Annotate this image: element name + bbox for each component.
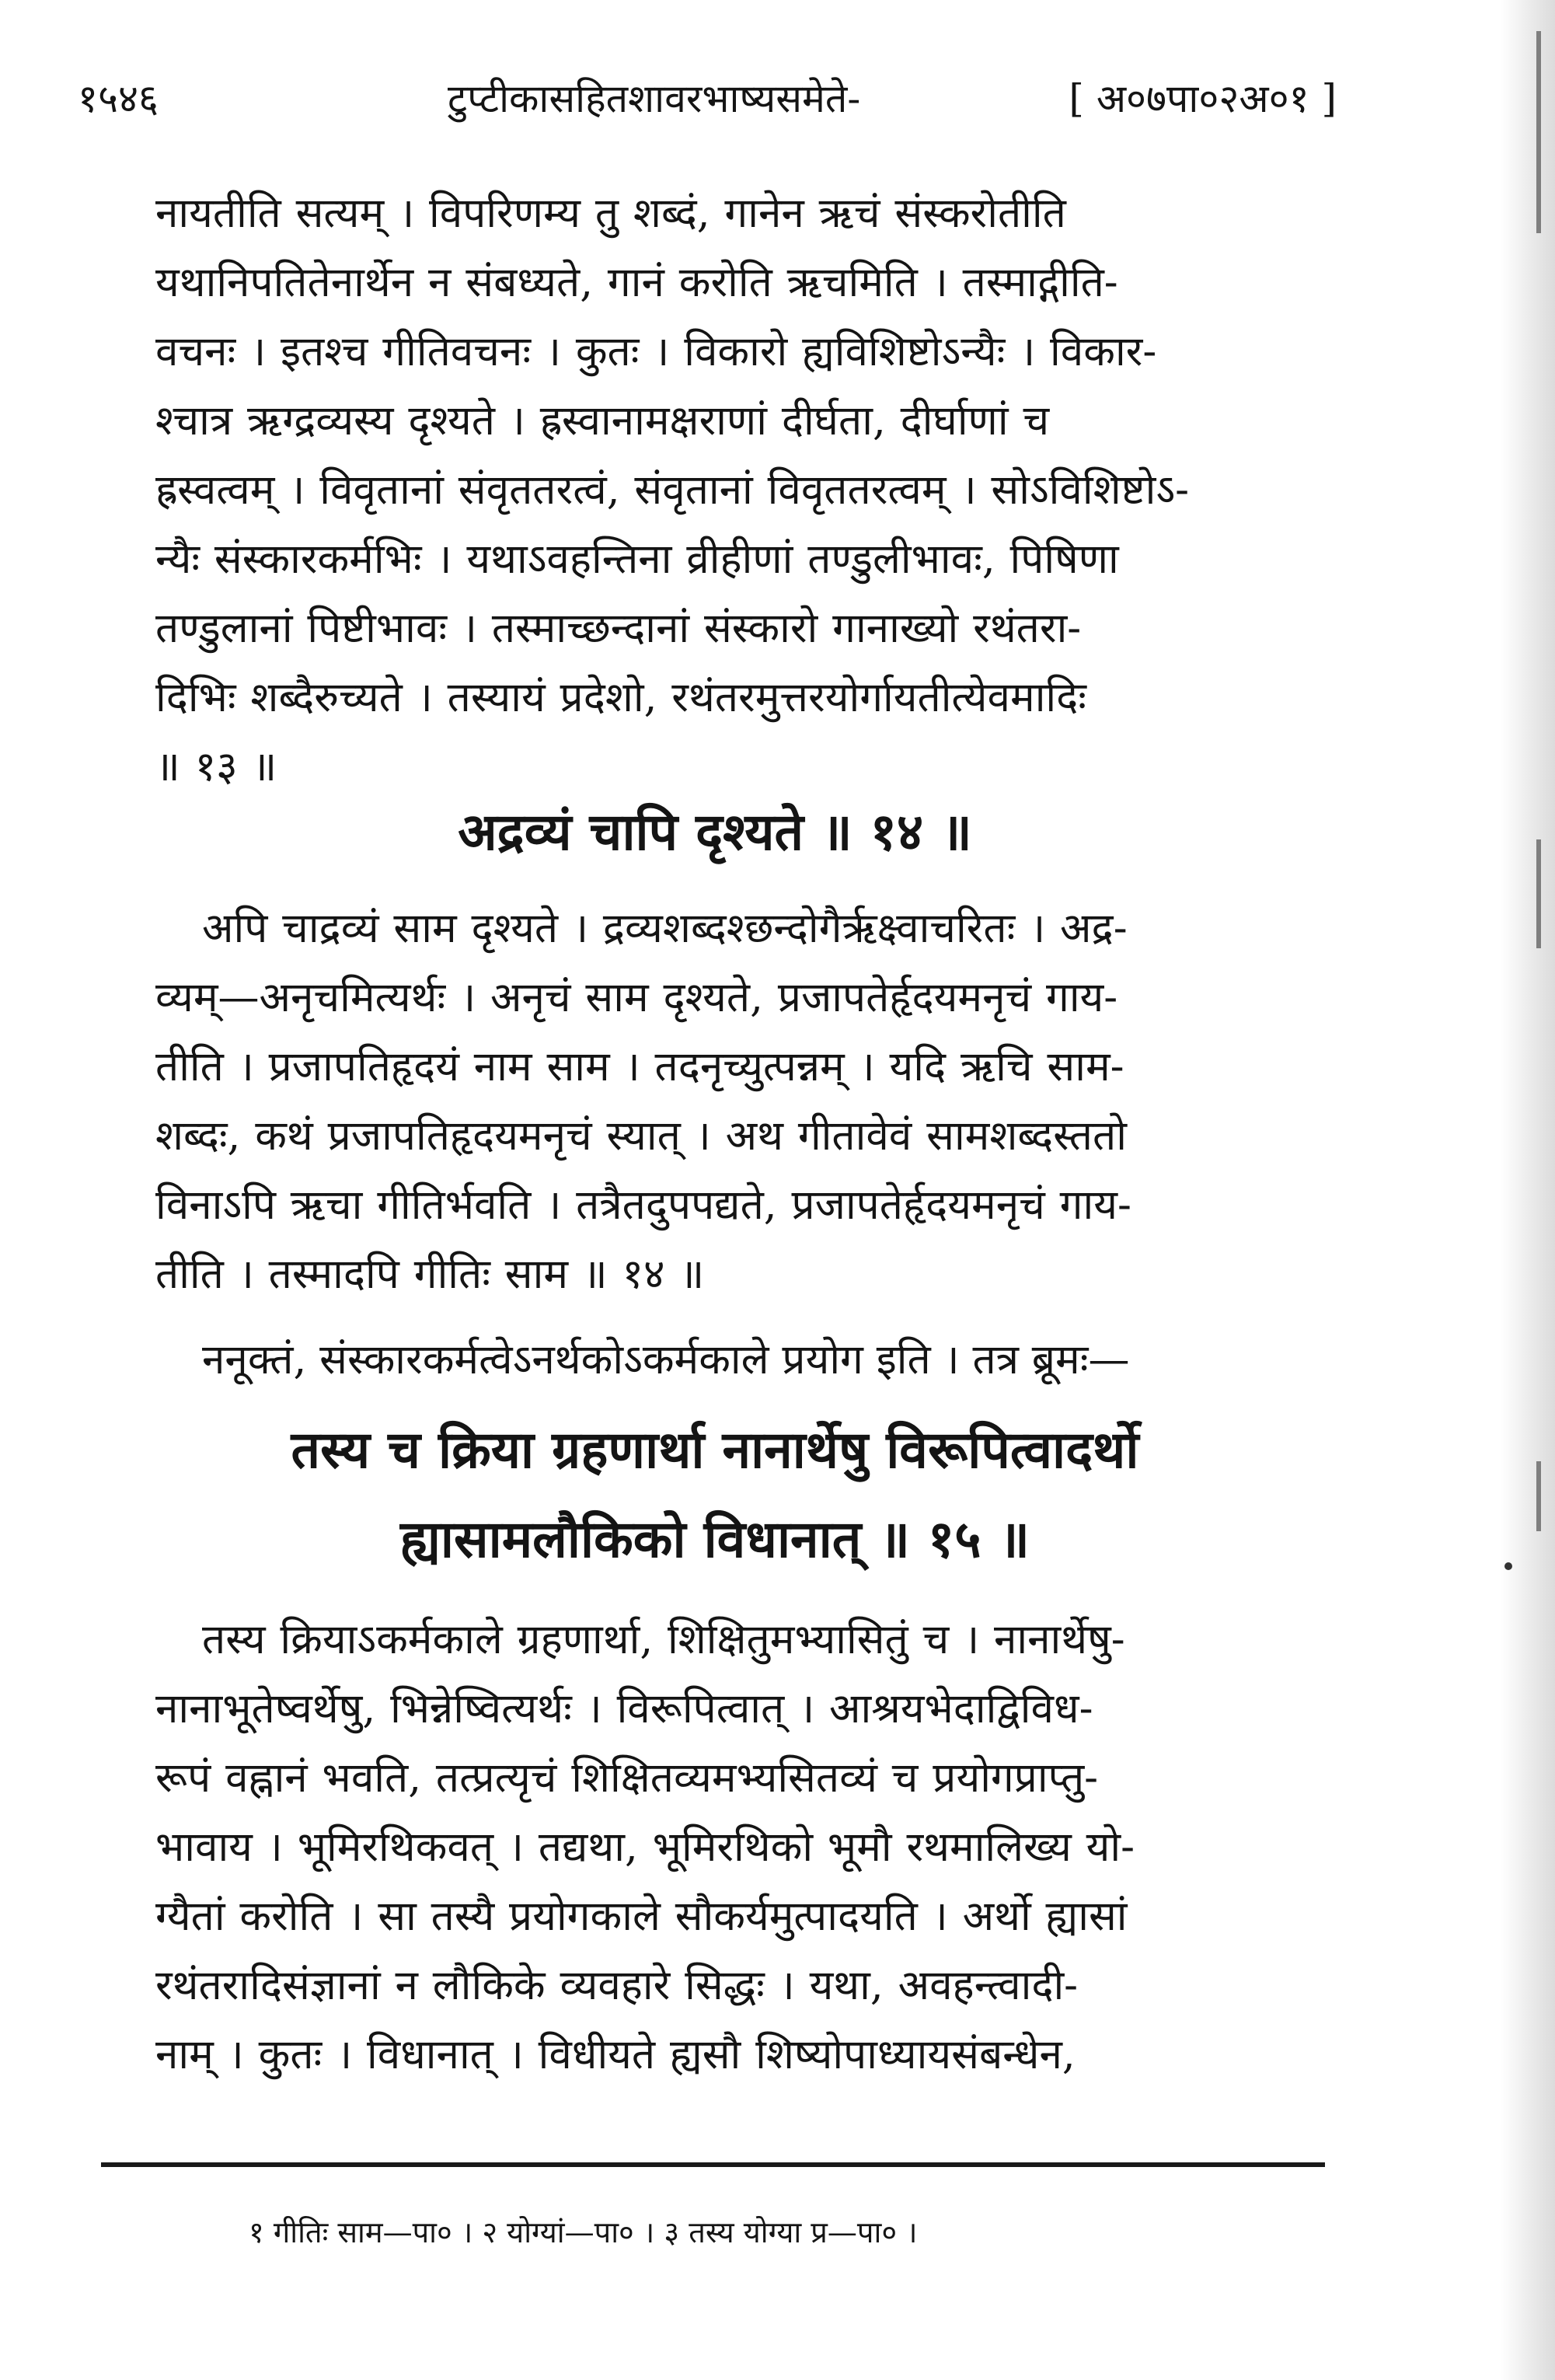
edge-mark: [1536, 839, 1541, 948]
edge-mark: [1536, 31, 1541, 233]
text-line: नाम् । कुतः । विधानात् । विधीयते ह्यसौ शिष्योपाध्यायसंबन्धेन,: [155, 2031, 1076, 2078]
commentary-paragraph-15: [155, 1605, 1274, 2089]
footnote-divider: [101, 2162, 1325, 2167]
sutra-14: अद्रव्यं चापि दृश्यते ॥ १४ ॥: [458, 801, 972, 862]
text-line: नानाभूतेष्वर्थेषु, भिन्नेष्वित्यर्थः । विरूपित्वात् । आश्रयभेदाद्विविध-: [155, 1685, 1093, 1733]
text-line: व्यम्—अनृचमित्यर्थः । अनृचं साम दृश्यते, प्रजापतेर्हृदयमनृचं गाय-: [155, 974, 1118, 1021]
scan-speck: [1504, 1562, 1512, 1570]
edge-mark: [1536, 1461, 1541, 1531]
text-line: रथंतरादिसंज्ञानां न लौकिके व्यवहारे सिद्धः । यथा, अवहन्त्वादी-: [155, 1962, 1079, 2009]
text-line: दिभिः शब्दैरुच्यते । तस्यायं प्रदेशो, रथंतरमुत्तरयोर्गायतीत्येवमादिः: [155, 674, 1087, 721]
text-line: नायतीति सत्यम् । विपरिणम्य तु शब्दं, गानेन ऋचं संस्करोतीति: [155, 190, 1066, 237]
text-line: ह्रस्वत्वम् । विवृतानां संवृततरत्वं, संवृतानां विवृततरत्वम् । सोऽविशिष्टोऽ-: [155, 466, 1189, 514]
text-line: शब्दः, कथं प्रजापतिहृदयमनृचं स्यात् । अथ गीतावेवं सामशब्दस्ततो: [155, 1112, 1127, 1160]
section-reference: [ अ०७पा०२अ०१ ]: [1069, 76, 1337, 121]
commentary-paragraph-13: [155, 179, 1274, 801]
sutra-15-line-1: तस्य च क्रिया ग्रहणार्था नानार्थेषु विरूपित्वादर्थो: [291, 1419, 1139, 1480]
text-line: भावाय । भूमिरथिकवत् । तद्यथा, भूमिरथिको भूमौ रथमालिख्य यो-: [155, 1823, 1135, 1871]
sutra-15-line-2: ह्यासामलौकिको विधानात् ॥ १५ ॥: [399, 1509, 1030, 1569]
commentary-paragraph-14: [155, 894, 1274, 1309]
running-title: टुप्टीकासहितशावरभाष्यसमेते-: [448, 76, 861, 121]
text-line: रूपं वह्नानं भवति, तत्प्रत्यृचं शिक्षितव्यमभ्यसितव्यं च प्रयोगप्राप्तु-: [155, 1754, 1099, 1802]
running-header: [78, 62, 1337, 132]
text-line: श्चात्र ऋग्द्रव्यस्य दृश्यते । ह्रस्वानामक्षराणां दीर्घता, दीर्घाणां च: [155, 397, 1050, 445]
text-line: न्यैः संस्कारकर्मभिः । यथाऽवहन्तिना व्रीहीणां तण्डुलीभावः, पिषिणा: [155, 536, 1119, 583]
text-line: तीति । तस्मादपि गीतिः साम ॥ १४ ॥: [155, 1251, 705, 1298]
text-line: तण्डुलानां पिष्टीभावः । तस्माच्छन्दानां संस्कारो गानाख्यो रथंतरा-: [155, 605, 1082, 652]
sutra-15-introduction: ननूक्तं, संस्कारकर्मत्वेऽनर्थकोऽकर्मकाले प्रयोग इति । तत्र ब्रूमः—: [202, 1336, 1130, 1384]
text-line: अपि चाद्रव्यं साम दृश्यते । द्रव्यशब्दश्छन्दोगैर्ऋक्ष्वाचरितः । अद्र-: [202, 905, 1128, 952]
page-edge-shadow: [1501, 0, 1555, 2380]
text-line: ॥ १३ ॥: [155, 743, 277, 790]
page-number: १५४६: [78, 76, 159, 121]
text-line: तस्य क्रियाऽकर्मकाले ग्रहणार्था, शिक्षितुमभ्यासितुं च । नानार्थेषु-: [202, 1616, 1125, 1663]
text-line: विनाऽपि ऋचा गीतिर्भवति । तत्रैतदुपपद्यते, प्रजापतेर्हृदयमनृचं गाय-: [155, 1181, 1131, 1229]
text-line: यथानिपतितेनार्थेन न संबध्यते, गानं करोति ऋचमिति । तस्माद्गीति-: [155, 259, 1118, 306]
text-line: वचनः । इतश्च गीतिवचनः । कुतः । विकारो ह्यविशिष्टोऽन्यैः । विकार-: [155, 328, 1157, 375]
footnotes: १ गीतिः साम—पा० । २ योग्यां—पा० । ३ तस्य योग्या प्र—पा० ।: [249, 2215, 918, 2249]
text-line: तीति । प्रजापतिहृदयं नाम साम । तदनृच्युत्पन्नम् । यदि ऋचि साम-: [155, 1043, 1124, 1091]
text-line: ग्यैतां करोति । सा तस्यै प्रयोगकाले सौकर्यमुत्पादयति । अर्थो ह्यासां: [155, 1893, 1128, 1940]
